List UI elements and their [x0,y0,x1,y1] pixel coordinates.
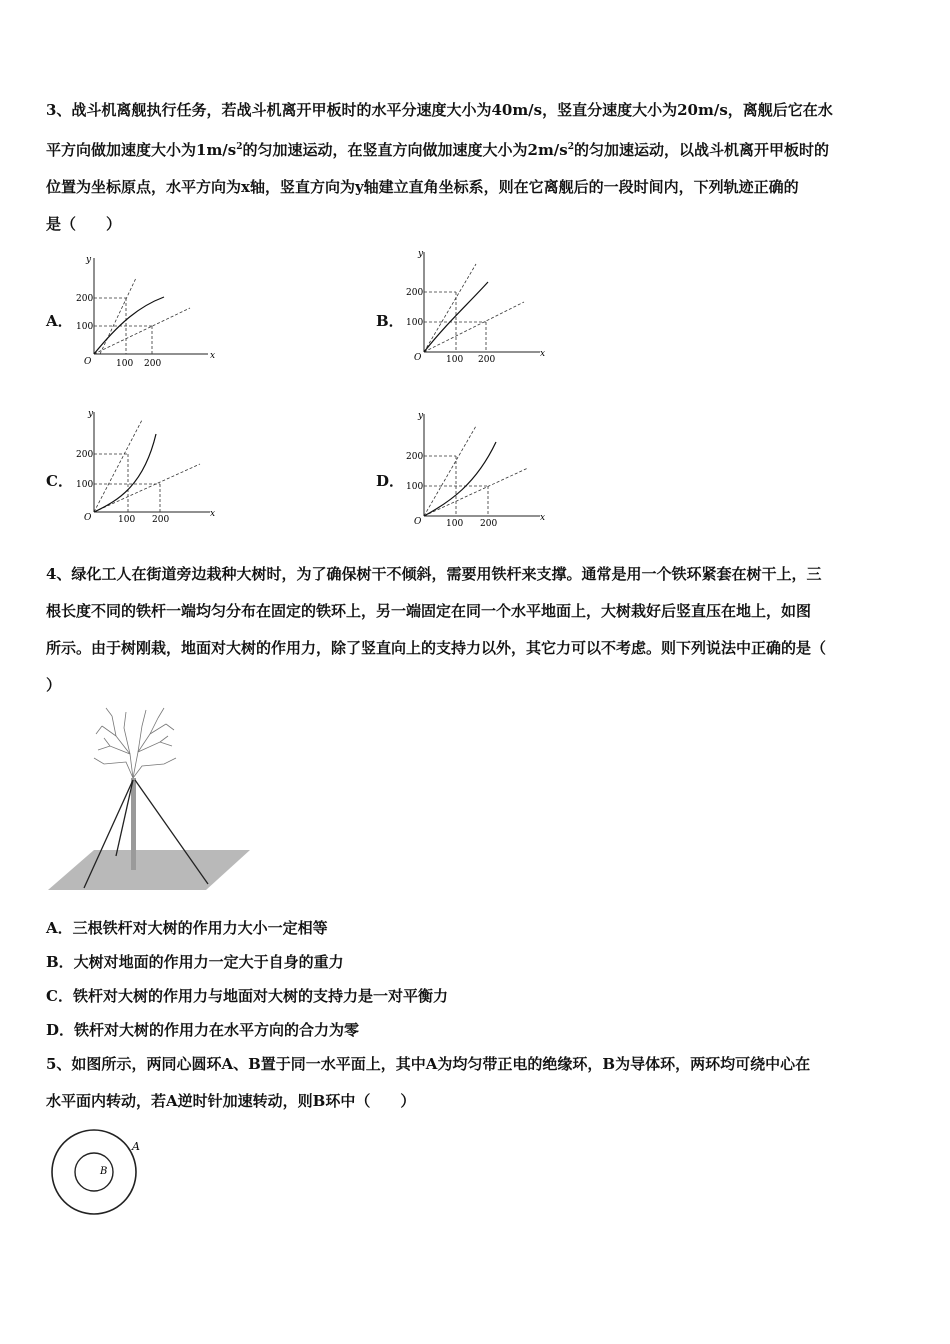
svg-text:100: 100 [446,519,464,529]
svg-text:200: 200 [152,515,170,525]
svg-text:y: y [418,249,424,259]
tree-figure [46,706,256,900]
svg-text:100: 100 [118,515,136,525]
q4-choice-b: B．大树对地面的作用力一定大于自身的重力 [46,953,344,971]
concentric-rings-figure [46,1128,156,1232]
svg-text:200: 200 [480,519,498,529]
q4-line-1: 4、绿化工人在街道旁边栽种大树时，为了确保树干不倾斜，需要用铁杆来支撑。通常是用一个铁环紧套在树干上，三 [46,565,822,583]
question-5 [46,1046,906,1120]
option-c-graph [76,404,220,528]
q5-line-1: 5、如图所示，两同心圆环A、B置于同一水平面上，其中A为均匀带正电的绝缘环，B为导体环，两环均可绕中心在 [46,1055,811,1073]
svg-text:x: x [540,513,546,523]
option-d-label: D． [376,472,405,490]
svg-text:y: y [88,409,94,419]
svg-text:O: O [84,357,92,367]
svg-text:O: O [414,353,422,363]
svg-text:200: 200 [406,288,424,298]
option-a-graph [76,250,220,374]
svg-text:y: y [86,255,92,265]
svg-text:100: 100 [446,355,464,365]
ring-a-label: A [132,1140,140,1153]
svg-text:200: 200 [406,452,424,462]
svg-text:100: 100 [76,480,94,490]
option-b-graph [406,244,550,368]
q4-line-3: 所示。由于树刚栽，地面对大树的作用力，除了竖直向上的支持力以外，其它力可以不考虑。则下列说法中正确的是（ [46,639,827,657]
svg-text:x: x [210,509,216,519]
q4-choice-a: A．三根铁杆对大树的作用力大小一定相等 [46,919,328,937]
ring-b-label: B [100,1166,108,1177]
option-a-label: A． [46,312,73,330]
svg-text:O: O [84,513,92,523]
option-c-label: C． [46,472,73,490]
option-d-graph [406,406,550,530]
svg-text:100: 100 [406,482,424,492]
question-3 [46,92,906,243]
svg-text:200: 200 [76,450,94,460]
svg-text:x: x [210,351,216,361]
q3-line-1: 3、战斗机离舰执行任务，若战斗机离开甲板时的水平分速度大小为40m/s，竖直分速度大小为20m/s，离舰后它在水 [46,101,833,119]
question-4 [46,556,906,704]
q4-line-4: ） [46,676,62,694]
q4-choice-d: D．铁杆对大树的作用力在水平方向的合力为零 [46,1021,360,1039]
q3-line-3: 位置为坐标原点，水平方向为x轴，竖直方向为y轴建立直角坐标系，则在它离舰后的一段时间内，下列轨迹正确的 [46,178,799,196]
option-b-label: B． [376,312,404,330]
q4-line-2: 根长度不同的铁杆一端均匀分布在固定的铁环上，另一端固定在同一个水平地面上，大树栽好后竖直压在地上，如图 [46,602,812,620]
svg-text:100: 100 [116,359,134,369]
svg-text:x: x [540,349,546,359]
svg-text:200: 200 [76,294,94,304]
svg-text:100: 100 [406,318,424,328]
svg-text:y: y [418,411,424,421]
q3-line-2: 平方向做加速度大小为$1m/s^2$的匀加速运动，在竖直方向做加速度大小为$2m/s^2$的匀加速运动，以战斗机离开甲板时的 [46,141,830,159]
svg-text:200: 200 [478,355,496,365]
q4-choice-c: C．铁杆对大树的作用力与地面对大树的支持力是一对平衡力 [46,987,448,1005]
q5-line-2: 水平面内转动，若A逆时针加速转动，则B环中（ ） [46,1092,416,1110]
q3-line-4: 是（ ） [46,215,122,233]
svg-text:200: 200 [144,359,162,369]
svg-text:O: O [414,517,422,527]
svg-text:100: 100 [76,322,94,332]
